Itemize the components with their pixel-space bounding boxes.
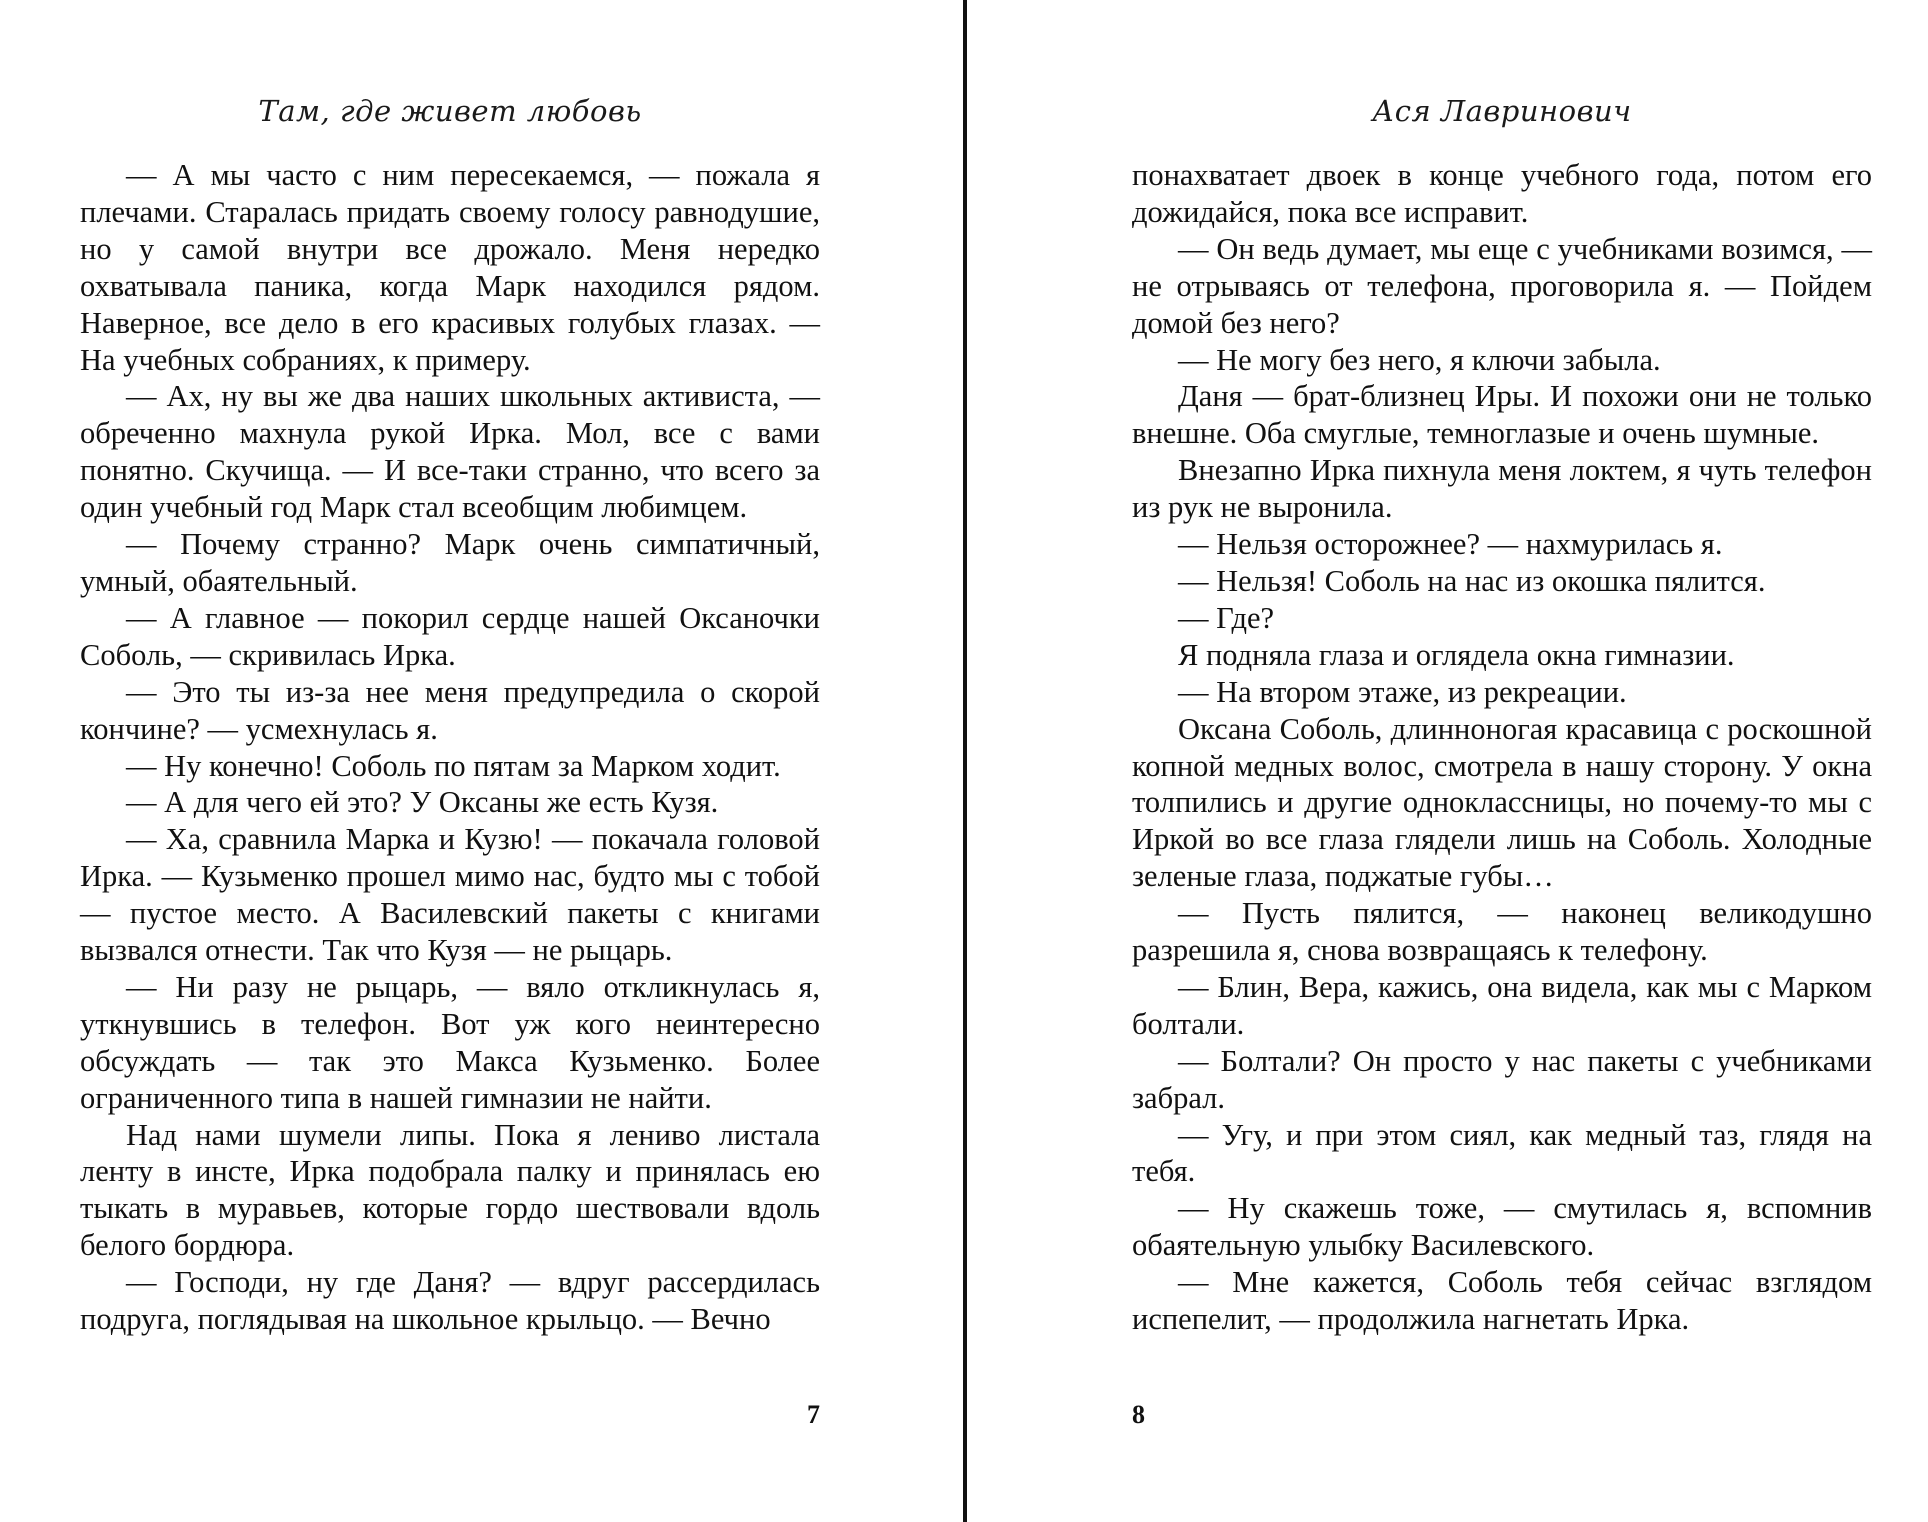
paragraph: — Это ты из-за нее меня предупредила о скорой кончине? — усмехнулась я.: [80, 674, 820, 746]
paragraph: Над нами шумели липы. Пока я лениво листала ленту в инсте, Ирка подобрала палку и принялась ею тыкать в муравьев, которые гордо шествовали вдоль белого бордюра.: [80, 1117, 820, 1263]
running-head-book-title: Там, где живет любовь: [258, 94, 642, 128]
paragraph: — Где?: [1178, 600, 1275, 635]
paragraph: — Болтали? Он просто у нас пакеты с учебниками забрал.: [1132, 1043, 1872, 1115]
running-head-author: Ася Лавринович: [1372, 94, 1632, 128]
paragraph: — Ни разу не рыцарь, — вяло откликнулась я, уткнувшись в телефон. Вот уж кого неинтересно обсуждать — так это Макса Кузьменко. Более ограниченного типа в нашей гимназии не найти.: [80, 969, 820, 1115]
paragraph: — Ну конечно! Соболь по пятам за Марком ходит.: [126, 748, 781, 783]
paragraph: — Блин, Вера, кажись, она видела, как мы с Марком болтали.: [1132, 969, 1872, 1041]
right-page-text: [1132, 157, 1872, 1338]
right-page: [1132, 0, 1872, 1522]
left-page: [80, 0, 820, 1522]
paragraph: — А главное — покорил сердце нашей Оксаночки Соболь, — скривилась Ирка.: [80, 600, 820, 672]
paragraph: — Он ведь думает, мы еще с учебниками возимся, — не отрываясь от телефона, проговорила я. — Пойдем домой без него?: [1132, 231, 1872, 340]
paragraph: — Ну скажешь тоже, — смутилась я, вспомнив обаятельную улыбку Василевского.: [1132, 1191, 1872, 1263]
paragraph: — Нельзя! Соболь на нас из окошка пялится.: [1178, 563, 1766, 598]
paragraph: Оксана Соболь, длинноногая красавица с роскошной копной медных волос, смотрела в нашу сторону. У окна толпились и другие одноклассницы, но почему-то мы с Иркой во все глаза глядели лишь на Соболь. Холодные зеленые глаза, поджатые губы…: [1132, 711, 1872, 894]
page-number: 8: [1132, 1400, 1145, 1429]
left-page-text: [80, 157, 820, 1338]
page-number: 7: [807, 1400, 820, 1429]
paragraph: — Ха, сравнила Марка и Кузю! — покачала головой Ирка. — Кузьменко прошел мимо нас, будто мы с тобой — пустое место. А Василевский пакеты с книгами вызвался отнести. Так что Кузя — не рыцарь.: [80, 822, 820, 968]
paragraph: — Угу, и при этом сиял, как медный таз, глядя на тебя.: [1132, 1117, 1872, 1189]
paragraph: — А мы часто с ним пересекаемся, — пожала я плечами. Старалась придать своему голосу равнодушие, но у самой внутри все дрожало. Меня нередко охватывала паника, когда Марк находился рядом. Наверное, все дело в его красивых голубых глазах. — На учебных собраниях, к примеру.: [80, 158, 820, 377]
paragraph: — Господи, ну где Даня? — вдруг рассердилась подруга, поглядывая на школьное крыльцо. — Вечно: [80, 1265, 820, 1337]
paragraph: Даня — брат-близнец Иры. И похожи они не только внешне. Оба смуглые, темноглазые и очень шумные.: [1132, 379, 1872, 451]
paragraph: — А для чего ей это? У Оксаны же есть Кузя.: [126, 785, 719, 820]
paragraph: — Пусть пялится, — наконец великодушно разрешила я, снова возвращаясь к телефону.: [1132, 896, 1872, 968]
paragraph-continuation: понахватает двоек в конце учебного года, потом его дожидайся, пока все исправит.: [1132, 158, 1872, 229]
paragraph: — Не могу без него, я ключи забыла.: [1178, 342, 1661, 377]
gutter-divider: [963, 0, 967, 1522]
paragraph: — Нельзя осторожнее? — нахмурилась я.: [1178, 527, 1723, 562]
paragraph: — На втором этаже, из рекреации.: [1178, 674, 1627, 709]
paragraph: Внезапно Ирка пихнула меня локтем, я чуть телефон из рук не выронила.: [1132, 453, 1872, 525]
paragraph: — Мне кажется, Соболь тебя сейчас взглядом испепелит, — продолжила нагнетать Ирка.: [1132, 1265, 1872, 1337]
paragraph: — Почему странно? Марк очень симпатичный, умный, обаятельный.: [80, 527, 820, 598]
paragraph: Я подняла глаза и оглядела окна гимназии.: [1178, 637, 1735, 672]
paragraph: — Ах, ну вы же два наших школьных активиста, — обреченно махнула рукой Ирка. Мол, все с вами понятно. Скучища. — И все-таки странно, что всего за один учебный год Марк стал всеобщим любимцем.: [80, 379, 820, 525]
